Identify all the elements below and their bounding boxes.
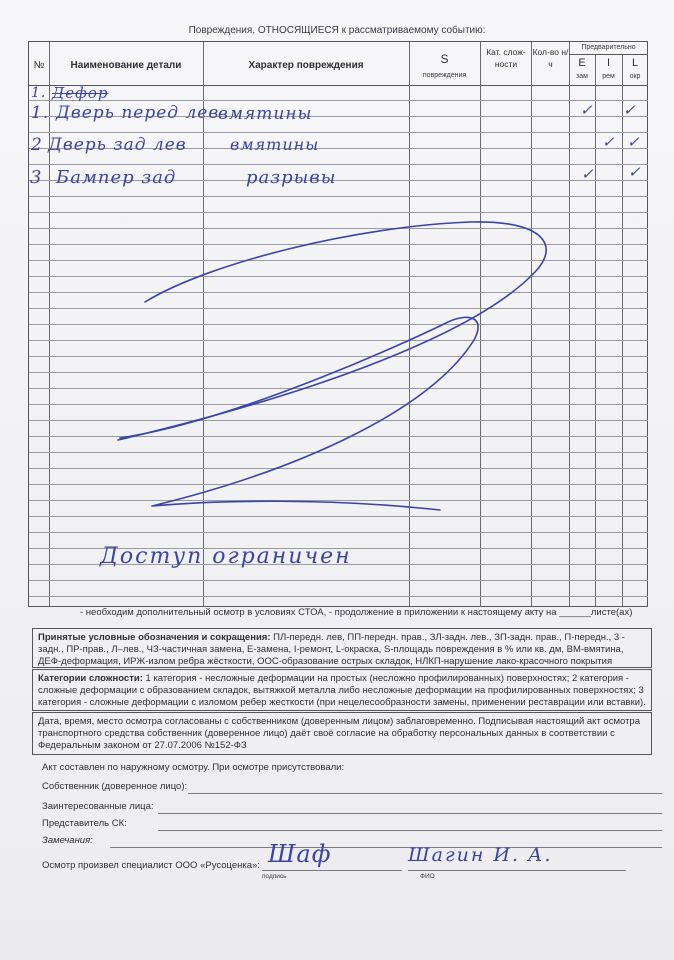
footer-note: - необходим дополнительный осмотр в условиях СТОА, - продолжение в приложении к настоящему акту на ______листе(ах) bbox=[80, 607, 633, 618]
act-note: Акт составлен по наружному осмотру. При осмотре присутствовали: bbox=[42, 762, 345, 773]
row2-no: 2 bbox=[31, 135, 43, 155]
interested-line bbox=[158, 813, 662, 814]
row3-e-check: ✓ bbox=[581, 165, 595, 183]
legend-box bbox=[32, 628, 652, 668]
sk-rep-label: Представитель СК: bbox=[42, 818, 127, 829]
sk-rep-line bbox=[158, 830, 662, 831]
header-part-name: Наименование детали bbox=[70, 60, 182, 71]
signature-line bbox=[262, 870, 402, 871]
row2-i-check: ✓ bbox=[602, 133, 616, 151]
row1-no: 1. bbox=[31, 103, 50, 123]
row1-damage: вмятины bbox=[218, 104, 313, 124]
categories-text: 1 категория - несложные деформации на простых (несложно профилированных) поверхностях; 2 категория - сложные деформации с образованием складок, вытяжкой металла либо несложные деформации на профилированных поверхностях; 3 категория - сложные деформации с изломом ребер жесткости (при нецелесообразности замены, применении реставрации или вставки). bbox=[38, 673, 646, 708]
header-damage-type: Характер повреждения bbox=[248, 60, 364, 71]
owner-line bbox=[188, 793, 662, 794]
header-s: S bbox=[440, 52, 449, 66]
inspector-label: Осмотр произвел специалист ООО «Русоценка»: bbox=[42, 860, 260, 871]
restriction-note: Доступ ограничен bbox=[100, 544, 352, 569]
row1-part: Дверь перед лев bbox=[56, 103, 220, 123]
header-preliminary: Предварительно bbox=[581, 44, 636, 51]
header-i: I bbox=[606, 57, 611, 69]
row2-l-check: ✓ bbox=[627, 133, 641, 151]
row2-damage: вмятины bbox=[230, 135, 320, 154]
fio-line bbox=[408, 870, 626, 871]
remarks-label: Замечания: bbox=[42, 835, 93, 846]
row1-l-check: ✓ bbox=[623, 101, 637, 119]
remarks-line bbox=[110, 847, 662, 848]
owner-label: Собственник (доверенное лицо): bbox=[42, 781, 188, 792]
fio-caption: ФИО bbox=[420, 873, 435, 880]
header-l: L bbox=[631, 57, 639, 69]
crossed-entry-text: Дефор bbox=[52, 84, 109, 102]
header-e-sub: зам bbox=[576, 73, 588, 80]
consent-box bbox=[32, 712, 652, 755]
crossed-entry-no: 1. bbox=[31, 85, 47, 101]
header-quantity: Кол-во н/ч bbox=[532, 47, 569, 69]
header-l-sub: окр bbox=[629, 73, 641, 80]
header-s-sub: повреждения bbox=[422, 72, 467, 79]
row2-part: Дверь зад лев bbox=[48, 135, 187, 155]
row3-damage: разрывы bbox=[246, 167, 337, 188]
legend-text: ПЛ-передн. лев, ПП-передн. прав., ЗЛ-задн. лев., ЗП-задн. прав., П-передн., 3 - задн., ПР-прав., Л–лев., ЧЗ-частичная замена, Е-замена, I-ремонт, L-окраска, S-площадь повреждения в % или кв. дм, ВМ-вмятина, ДЕФ-деформация, ИРЖ-излом ребра жёсткости, ООС-образование острых складок, НЛКП-нарушение лако-красочного покрытия bbox=[38, 632, 625, 667]
inspector-name: Шагин И. А. bbox=[408, 844, 553, 866]
categories-box bbox=[32, 669, 652, 711]
legend-title: Принятые условные обозначения и сокращения: bbox=[38, 632, 271, 643]
interested-label: Заинтересованные лица: bbox=[42, 801, 154, 812]
section-title: Повреждения, ОТНОСЯЩИЕСЯ к рассматриваемому событию: bbox=[188, 25, 486, 36]
row3-l-check: ✓ bbox=[628, 163, 642, 181]
row1-e-check: ✓ bbox=[580, 101, 594, 119]
inspector-signature: Шаф bbox=[268, 840, 332, 868]
header-no: № bbox=[33, 60, 45, 71]
header-e: E bbox=[578, 57, 586, 69]
consent-text: Дата, время, место осмотра согласованы с собственником (доверенным лицом) заблаговременно. Подписывая настоящий акт осмотра транспортного средства собственник (доверенное лицо) даёт своё согласие на обработку персональных данных в соответствии с Федеральным законом от 27.07.2006 №152-ФЗ bbox=[38, 716, 640, 751]
categories-title: Категории сложности: bbox=[38, 673, 143, 684]
header-category: Кат. слож-ности bbox=[486, 47, 526, 69]
row3-no: 3 bbox=[30, 167, 43, 188]
header-i-sub: рем bbox=[602, 73, 615, 80]
signature-caption: подпись bbox=[262, 873, 287, 880]
row3-part: Бампер зад bbox=[56, 167, 177, 188]
